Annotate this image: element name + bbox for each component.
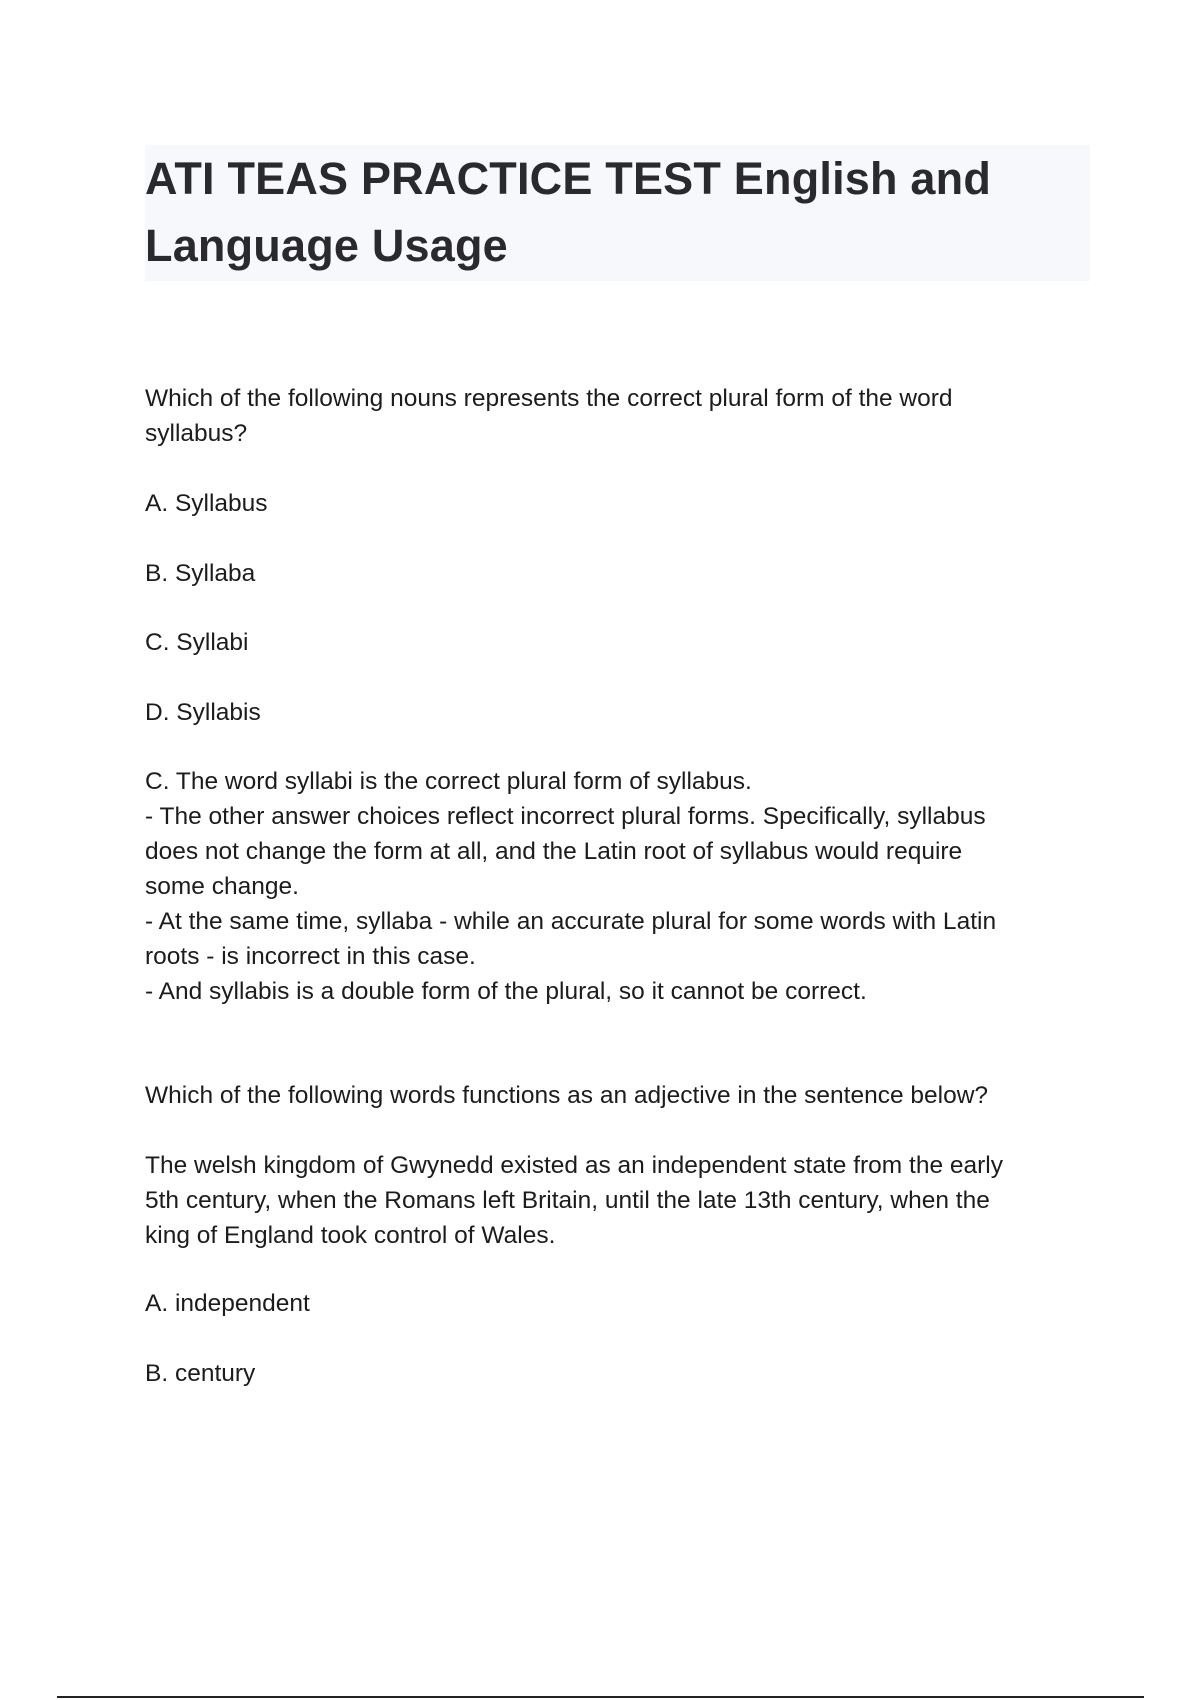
option-text: C. Syllabi: [145, 629, 249, 656]
option-text: B. Syllaba: [145, 560, 256, 587]
title-banner: [145, 145, 1090, 281]
question-2-option-a: [145, 1286, 1085, 1321]
option-text: B. century: [145, 1360, 256, 1387]
option-text: A. Syllabus: [145, 490, 268, 517]
passage-line: The welsh kingdom of Gwynedd existed as an independent state from the early: [145, 1152, 1003, 1179]
question-2-option-b: [145, 1356, 1085, 1391]
explanation-line: C. The word syllabi is the correct plural form of syllabus.: [145, 768, 752, 795]
title-line: Language Usage: [145, 220, 508, 271]
option-text: A. independent: [145, 1290, 310, 1317]
passage-line: king of England took control of Wales.: [145, 1222, 556, 1249]
explanation-line: some change.: [145, 873, 299, 900]
explanation-line: - And syllabis is a double form of the plural, so it cannot be correct.: [145, 978, 867, 1005]
explanation-line: roots - is incorrect in this case.: [145, 943, 476, 970]
question-1-option-d: [145, 695, 1085, 730]
prompt-line: Which of the following nouns represents the correct plural form of the word: [145, 385, 953, 412]
title-line: ATI TEAS PRACTICE TEST English and: [145, 153, 992, 204]
explanation-line: - The other answer choices reflect incorrect plural forms. Specifically, syllabus: [145, 803, 986, 830]
question-2-prompt: [145, 1078, 1085, 1113]
explanation-line: - At the same time, syllaba - while an accurate plural for some words with Latin: [145, 908, 997, 935]
explanation-line: does not change the form at all, and the Latin root of syllabus would require: [145, 838, 963, 865]
prompt-line: Which of the following words functions as an adjective in the sentence below?: [145, 1082, 989, 1109]
page-bottom-rule: [57, 1696, 1144, 1698]
passage-line: 5th century, when the Romans left Britain, until the late 13th century, when the: [145, 1187, 990, 1214]
page-title: [145, 145, 991, 279]
question-1-option-b: [145, 556, 1085, 591]
question-2-passage: [145, 1148, 1085, 1253]
question-1-prompt: [145, 381, 1085, 451]
question-1-option-c: [145, 625, 1085, 660]
question-1-option-a: [145, 486, 1085, 521]
question-1-explanation: [145, 764, 1085, 1009]
prompt-line: syllabus?: [145, 420, 248, 447]
option-text: D. Syllabis: [145, 699, 261, 726]
